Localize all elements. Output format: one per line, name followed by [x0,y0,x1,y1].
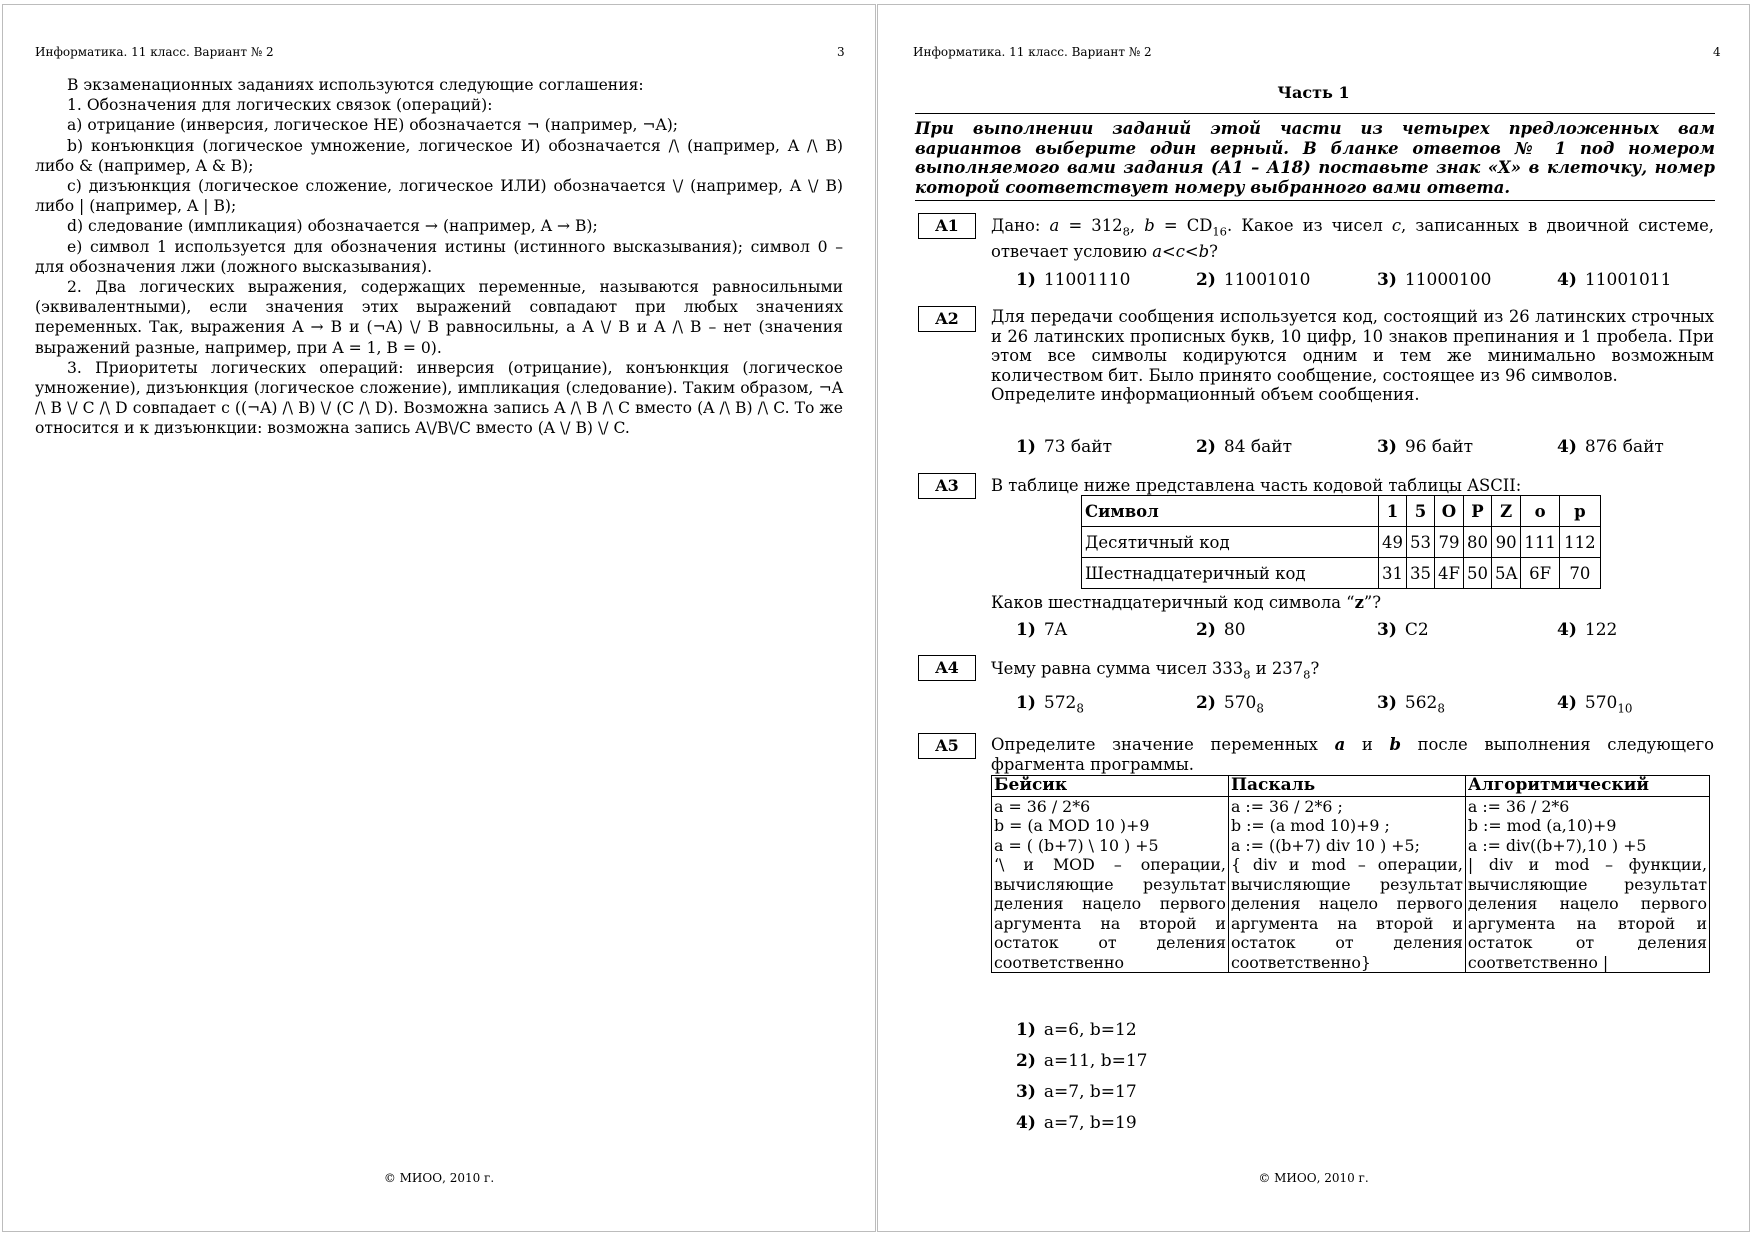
question-a5-text: Определите значение переменных a и b после выполнения следующего фрагмента программы. [991,735,1714,774]
table-row: Десятичный код 49 53 79 80 90 111 112 [1082,527,1601,558]
question-a4-text: Чему равна сумма чисел $333_8$ и $237_8$? [991,659,1320,682]
question-label-a4: A4 [918,655,976,681]
conventions-intro: В экзаменационных заданиях используются следующие соглашения: [67,76,644,94]
answer-option[interactable]: 1) $572_8$ [1016,693,1084,716]
convention-truth-symbols: e) символ 1 используется для обозначения истины (истинного высказывания); символ 0 – для обозначения лжи (ложного высказывания). [35,237,843,276]
copyright-footer: © МИОО, 2010 г. [383,1171,495,1185]
code-algorithmic: a := 36 / 2*6 b := mod (a,10)+9 a := div((b+7),10 ) +5 | div и mod – функции, вычисляющие результат деления нацело первого аргумента на второй и остаток от деления соответственно | [1465,796,1709,973]
code-basic: a = 36 / 2*6 b = (a MOD 10 )+9 a = ( (b+7) \ 10 ) +5 ‘\ и MOD – операции, вычисляющие результат деления нацело первого аргумента на второй и остаток от деления соответственно [992,796,1229,973]
running-header: Информатика. 11 класс. Вариант № 2 [35,45,274,59]
answer-option[interactable]: 1) 7A [1016,620,1067,640]
answer-option[interactable]: 3) 11000100 [1377,270,1492,290]
page-4 [877,4,1750,1232]
answer-option[interactable]: 4) 11001011 [1557,270,1672,290]
answer-option[interactable]: 2) 80 [1196,620,1246,640]
answer-option[interactable]: 2) 84 байт [1196,437,1293,457]
question-label-a2: A2 [918,306,976,332]
running-header: Информатика. 11 класс. Вариант № 2 [913,45,1152,59]
answer-option[interactable]: 2) a=11, b=17 [1016,1051,1148,1071]
copyright-footer: © МИОО, 2010 г. [1258,1171,1369,1185]
page-3 [2,4,876,1232]
ascii-table [1081,495,1601,589]
answer-option[interactable]: 3) 96 байт [1377,437,1474,457]
answer-option[interactable]: 3) $562_8$ [1377,693,1445,716]
answer-option[interactable]: 2) $570_8$ [1196,693,1264,716]
program-code-table [991,775,1710,973]
answer-option[interactable]: 3) C2 [1377,620,1429,640]
conventions-item-3: 3. Приоритеты логических операций: инверсия (отрицание), конъюнкция (логическое умножение), дизъюнкция (логическое сложение), импликация (следование). Таким образом, ¬A /\ B \/ C /\ D совпадает с ((¬A) /\ B) \/ (C /\ D). Возможна запись A /\ B /\ C вместо (A /\ B) /\ C. То же относится и к дизъюнкции: возможна запись A\/B\/C вместо (A \/ B) \/ C. [35,358,843,438]
page-number: 4 [1713,45,1721,59]
question-label-a3: A3 [918,473,976,499]
answer-option[interactable]: 1) 73 байт [1016,437,1113,457]
answer-option[interactable]: 4) 122 [1557,620,1618,640]
question-a1-text: Дано: $a = 312_8$, $b = CD_{16}$. Какое из чисел c, записанных в двоичной системе, отвечает условию a<c<b? [991,216,1714,261]
convention-implication: d) следование (импликация) обозначается → (например, A → B); [67,217,598,236]
part-title: Часть 1 [1277,83,1350,102]
conventions-text [35,75,843,439]
part-instructions: При выполнении заданий этой части из четырех предложенных вам вариантов выберите один верный. В бланке ответов № 1 под номером выполняемого вами задания (А1 – А18) поставьте знак «Х» в клеточку, номер которой соответствует номеру выбранного вами ответа. [915,119,1715,201]
conventions-item-1: 1. Обозначения для логических связок (операций): [67,96,493,115]
convention-negation: a) отрицание (инверсия, логическое НЕ) обозначается ¬ (например, ¬A); [67,116,679,135]
table-header-row: Бейсик Паскаль Алгоритмический [992,776,1710,797]
question-a3-intro: В таблице ниже представлена часть кодовой таблицы ASCII: [991,476,1522,495]
code-pascal: a := 36 / 2*6 ; b := (a mod 10)+9 ; a := ((b+7) div 10 ) +5; { div и mod – операции, вычисляющие результат деления нацело первого аргумента на второй и остаток от деления соответственно} [1228,796,1465,973]
table-row: Шестнадцатеричный код 31 35 4F 50 5A 6F 70 [1082,558,1601,589]
convention-conjunction: b) конъюнкция (логическое умножение, логическое И) обозначается /\ (например, A /\ B) либо & (например, A & B); [35,136,843,175]
answer-option[interactable]: 3) a=7, b=17 [1016,1082,1137,1102]
table-row [992,796,1710,973]
question-label-a5: A5 [918,733,976,759]
question-label-a1: A1 [918,213,976,239]
answer-option[interactable]: 1) a=6, b=12 [1016,1020,1137,1040]
question-a2-text: Для передачи сообщения используется код, состоящий из 26 латинских строчных и 26 латинских прописных букв, 10 цифр, 10 знаков препинания и 1 пробела. При этом все символы кодируются одним и тем же минимально возможным количеством бит. Было принято сообщение, состоящее из 96 символов. Определите информационный объем сообщения. [991,307,1714,405]
question-a3-prompt: Каков шестнадцатеричный код символа “z”? [991,593,1382,612]
answer-option[interactable]: 4) $570_{10}$ [1557,693,1633,716]
table-row: Символ 1 5 O P Z o p [1082,496,1601,527]
convention-disjunction: c) дизъюнкция (логическое сложение, логическое ИЛИ) обозначается \/ (например, A \/ B) либо | (например, A | B); [35,177,843,216]
answer-option[interactable]: 1) 11001110 [1016,270,1131,290]
answer-option[interactable]: 4) 876 байт [1557,437,1664,457]
conventions-item-2: 2. Два логических выражения, содержащих переменные, называются равносильными (эквивалентными), если значения этих выражений совпадают при любых значениях переменных. Так, выражения A → B и (¬A) \/ B равносильны, а A \/ B и A /\ B – нет (значения выражений разные, например, при A = 1, B = 0). [35,278,843,357]
answer-option[interactable]: 4) a=7, b=19 [1016,1113,1137,1133]
question-a2-prompt: Определите информационный объем сообщения. [991,385,1420,405]
page-number: 3 [837,45,845,59]
instructions-top-rule [915,113,1715,114]
answer-option[interactable]: 2) 11001010 [1196,270,1311,290]
